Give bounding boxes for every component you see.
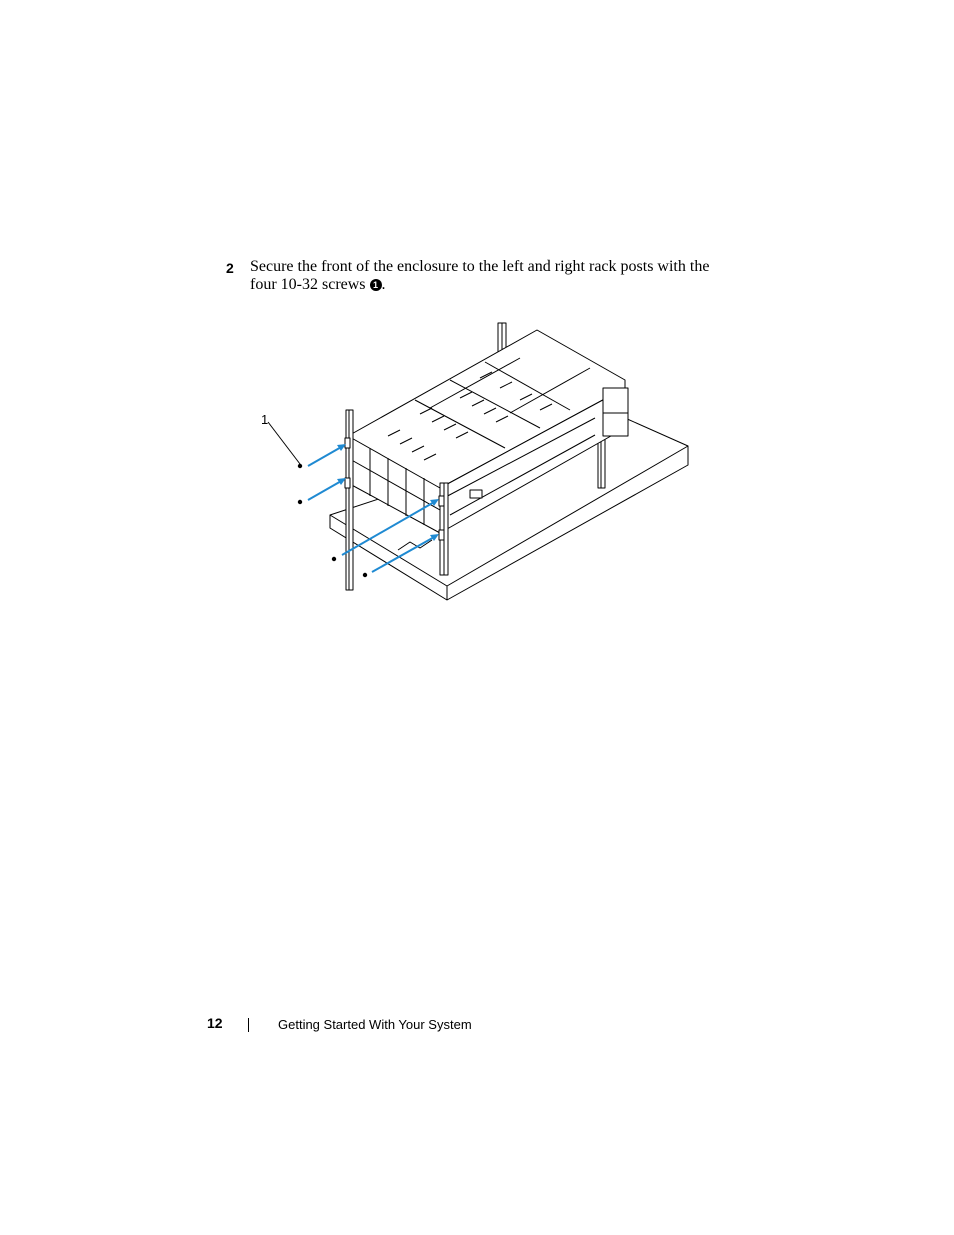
rack-post-front-right <box>439 483 448 575</box>
page-number: 12 <box>207 1015 223 1031</box>
step-text-end: . <box>381 276 386 293</box>
arrow-icon <box>308 446 343 466</box>
callout-label: 1 <box>261 412 269 427</box>
screw-icon <box>298 464 302 468</box>
callout-leader-line <box>268 422 300 464</box>
screw-icon <box>332 557 336 561</box>
step-text: Secure the front of the enclosure to the left and right rack posts with the four 10-32 screws <box>250 258 710 293</box>
screw-icon <box>363 573 367 577</box>
footer-title: Getting Started With Your System <box>278 1017 472 1032</box>
step-instruction <box>250 258 720 294</box>
screw-icon <box>298 500 302 504</box>
callout-reference-icon: 1 <box>370 279 382 291</box>
arrow-icon <box>308 480 343 500</box>
footer-separator <box>248 1018 249 1032</box>
enclosure-rack-illustration <box>250 318 700 608</box>
step-number: 2 <box>226 260 234 276</box>
page-footer <box>207 1015 607 1035</box>
rack-post-front-left <box>345 410 353 590</box>
